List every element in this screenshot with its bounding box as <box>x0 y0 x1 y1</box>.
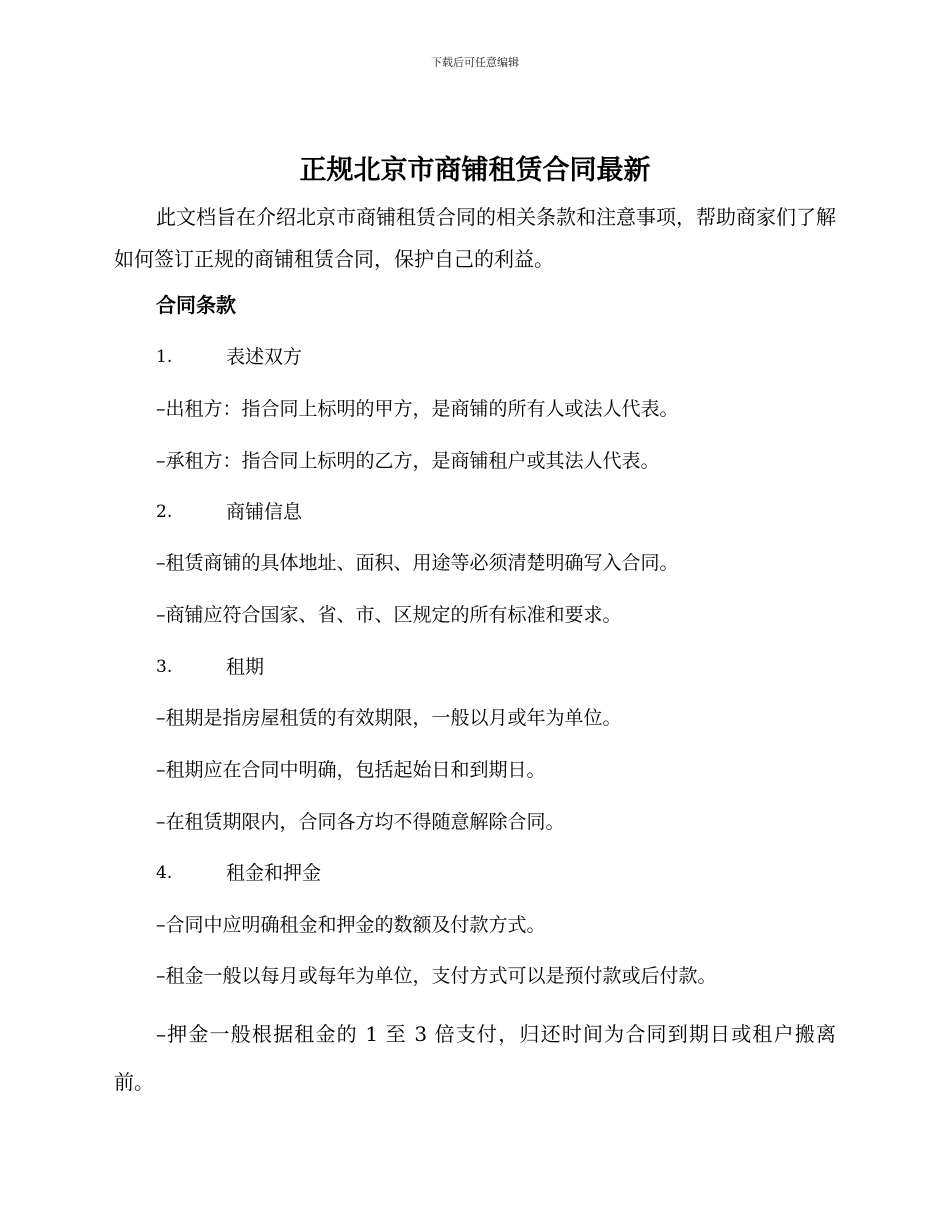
item-title: 租金和押金 <box>226 862 322 884</box>
bullet-line: –租期是指房屋租赁的有效期限，一般以月或年为单位。 <box>156 707 622 729</box>
bullet-line: –租期应在合同中明确，包括起始日和到期日。 <box>156 759 546 781</box>
intro-paragraph: 此文档旨在介绍北京市商铺租赁合同的相关条款和注意事项，帮助商家们了解如何签订正规的商铺租赁合同，保护自己的利益。 <box>114 205 836 271</box>
item-number: 3. <box>156 657 173 677</box>
item-number: 2. <box>156 502 173 522</box>
final-paragraph: –押金一般根据租金的 1 至 3 倍支付，归还时间为合同到期日或租户搬离前。 <box>114 1022 836 1094</box>
item-number: 1. <box>156 347 173 367</box>
section-heading: 合同条款 <box>156 293 236 317</box>
bullet-line: –合同中应明确租金和押金的数额及付款方式。 <box>156 914 546 936</box>
bullet-line: –租金一般以每月或每年为单位，支付方式可以是预付款或后付款。 <box>156 965 717 987</box>
bullet-line: –商铺应符合国家、省、市、区规定的所有标准和要求。 <box>156 604 622 626</box>
bullet-line: –租赁商铺的具体地址、面积、用途等必须清楚明确写入合同。 <box>156 552 679 574</box>
bullet-line: –承租方：指合同上标明的乙方，是商铺租户或其法人代表。 <box>156 450 660 472</box>
bullet-line: –出租方：指合同上标明的甲方，是商铺的所有人或法人代表。 <box>156 398 679 420</box>
bullet-line: –在租赁期限内，合同各方均不得随意解除合同。 <box>156 811 565 833</box>
document-title: 正规北京市商铺租赁合同最新 <box>299 155 651 186</box>
item-title: 商铺信息 <box>226 501 303 523</box>
page-header-note: 下载后可任意编辑 <box>431 56 519 69</box>
item-title: 租期 <box>226 656 265 678</box>
item-title: 表述双方 <box>226 346 303 368</box>
item-number: 4. <box>156 863 173 883</box>
